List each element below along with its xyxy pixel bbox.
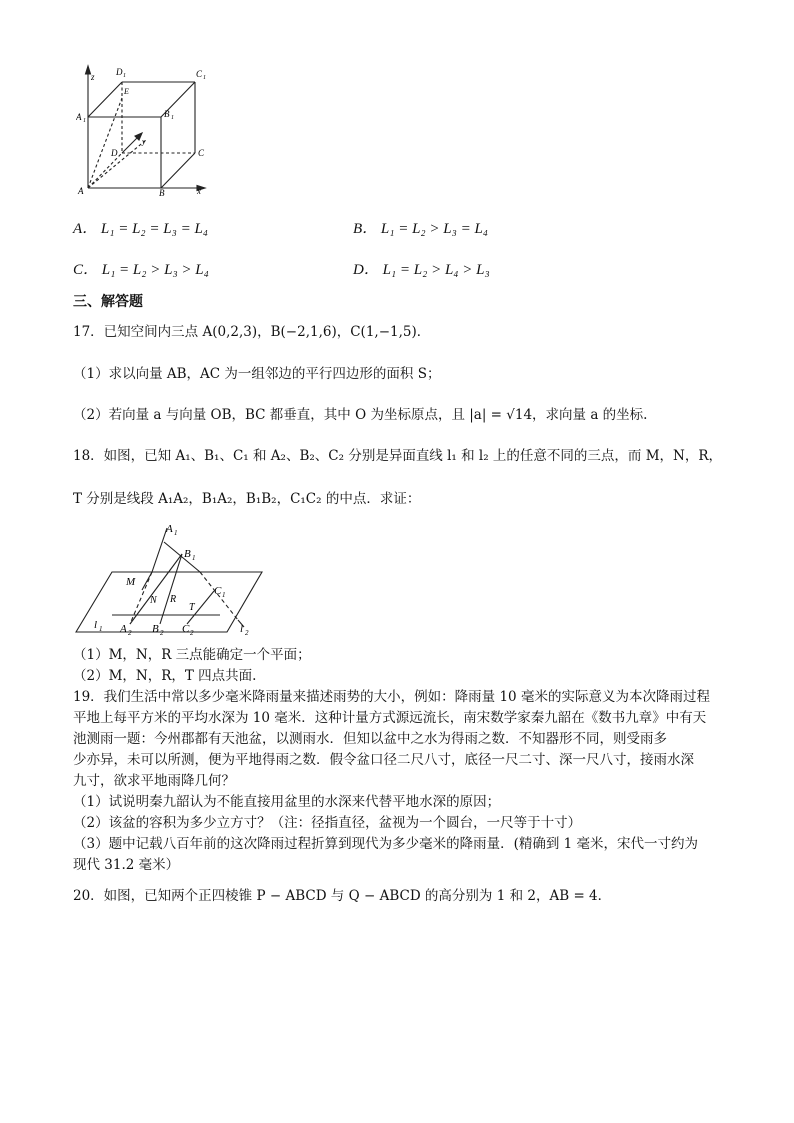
fig2-label-c1: C <box>214 585 222 597</box>
q19-line1: 19．我们生活中常以多少毫米降雨量来描述雨势的大小，例如：降雨量 10 毫米的实际意义为本次降雨过程 <box>73 689 710 705</box>
label-y: y <box>142 137 146 146</box>
label-a1: A <box>76 112 82 122</box>
skew-lines-figure <box>72 520 272 642</box>
label-b1: B <box>164 109 170 119</box>
fig2-label-m: M <box>126 576 136 588</box>
q19-part2: （2）该盆的容积为多少立方寸？（注：径指直径，盆视为一个圆台，一尺等于十寸） <box>73 815 582 831</box>
svg-text:1: 1 <box>99 625 103 633</box>
svg-text:1: 1 <box>192 554 196 562</box>
fig2-label-a2: A <box>120 623 127 635</box>
svg-text:1: 1 <box>83 118 86 124</box>
option-b: B． L₁ = L₂ > L₃ = L₄ <box>353 221 489 237</box>
svg-text:1: 1 <box>171 115 174 121</box>
option-c: C． L₁ = L₂ > L₃ > L₄ <box>73 262 209 278</box>
label-a: A <box>78 186 84 196</box>
label-z: z <box>91 72 95 82</box>
label-d: D <box>111 148 118 158</box>
q18-stem-line1: 18．如图，已知 A₁、B₁、C₁ 和 A₂、B₂、C₂ 分别是异面直线 l₁ 和 l₂ 上的任意不同的三点，而 M，N，R， <box>73 448 723 464</box>
svg-text:2: 2 <box>160 629 164 637</box>
q19-line2: 平地上每平方米的平均水深为 10 毫米．这种计量方式源远流长，南宋数学家秦九韶在《数书九章》中有天 <box>73 710 707 726</box>
fig2-label-a1: A <box>166 523 173 535</box>
label-c1: C <box>196 69 203 79</box>
svg-text:1: 1 <box>203 75 206 81</box>
svg-text:1: 1 <box>123 73 126 79</box>
section-title: 三、解答题 <box>73 294 143 310</box>
label-x: x <box>197 186 201 196</box>
label-d1: D <box>116 67 123 77</box>
fig2-label-n: N <box>150 595 157 606</box>
fig2-label-r: R <box>170 594 177 605</box>
svg-text:1: 1 <box>222 591 226 599</box>
q18-part1: （1）M，N，R 三点能确定一个平面； <box>73 647 311 663</box>
q19-line3: 池测雨一题：今州郡都有天池盆，以测雨水．但知以盆中之水为得雨之数．不知器形不同，则受雨多 <box>73 731 667 747</box>
label-b: B <box>159 188 165 196</box>
q19-line4: 少亦异，未可以所测，便为平地得雨之数．假令盆口径二尺八寸，底径一尺二寸、深一尺八寸，接雨水深 <box>73 752 694 768</box>
label-e: E <box>124 87 129 96</box>
q20-text: 20．如图，已知两个正四棱锥 P − ABCD 与 Q − ABCD 的高分别为 1 和 2，AB = 4． <box>73 888 612 904</box>
fig2-label-b2: B <box>152 623 159 635</box>
fig2-label-c2: C <box>182 623 190 635</box>
label-c: C <box>198 148 205 158</box>
q18-part2: （2）M，N，R，T 四点共面. <box>73 668 257 684</box>
q19-part3-line2: 现代 31.2 毫米） <box>73 857 180 873</box>
q19-part1: （1）试说明秦九韶认为不能直接用盆里的水深来代替平地水深的原因； <box>73 794 501 810</box>
svg-text:1: 1 <box>174 529 178 537</box>
q19-part3-line1: （3）题中记载八百年前的这次降雨过程折算到现代为多少毫米的降雨量．(精确到 1 毫米，宋代一寸约为 <box>73 836 699 852</box>
q17-part2: （2）若向量 a 与向量 OB，BC 都垂直，其中 O 为坐标原点，且 |a| = √14，求向量 a 的坐标. <box>73 407 648 423</box>
fig2-label-l1: l <box>94 619 98 631</box>
q17-part1: （1）求以向量 AB，AC 为一组邻边的平行四边形的面积 S； <box>73 366 441 382</box>
q18-stem-line2: T 分别是线段 A₁A₂，B₁A₂，B₁B₂，C₁C₂ 的中点．求证： <box>73 491 421 507</box>
option-a: A． L₁ = L₂ = L₃ = L₄ <box>73 221 209 237</box>
fig2-label-b1: B <box>184 548 191 560</box>
svg-text:2: 2 <box>245 629 249 637</box>
q19-line5: 九寸，欲求平地雨降几何？ <box>73 773 235 789</box>
option-d: D． L₁ = L₂ > L₄ > L₃ <box>353 262 490 278</box>
svg-text:2: 2 <box>128 629 132 637</box>
q17-stem: 17．已知空间内三点 A(0,2,3)，B(−2,1,6)，C(1,−1,5)． <box>73 324 431 340</box>
cube-figure <box>76 60 216 196</box>
svg-text:2: 2 <box>190 629 194 637</box>
fig2-label-l2: l <box>240 623 244 635</box>
fig2-label-t: T <box>189 602 195 613</box>
